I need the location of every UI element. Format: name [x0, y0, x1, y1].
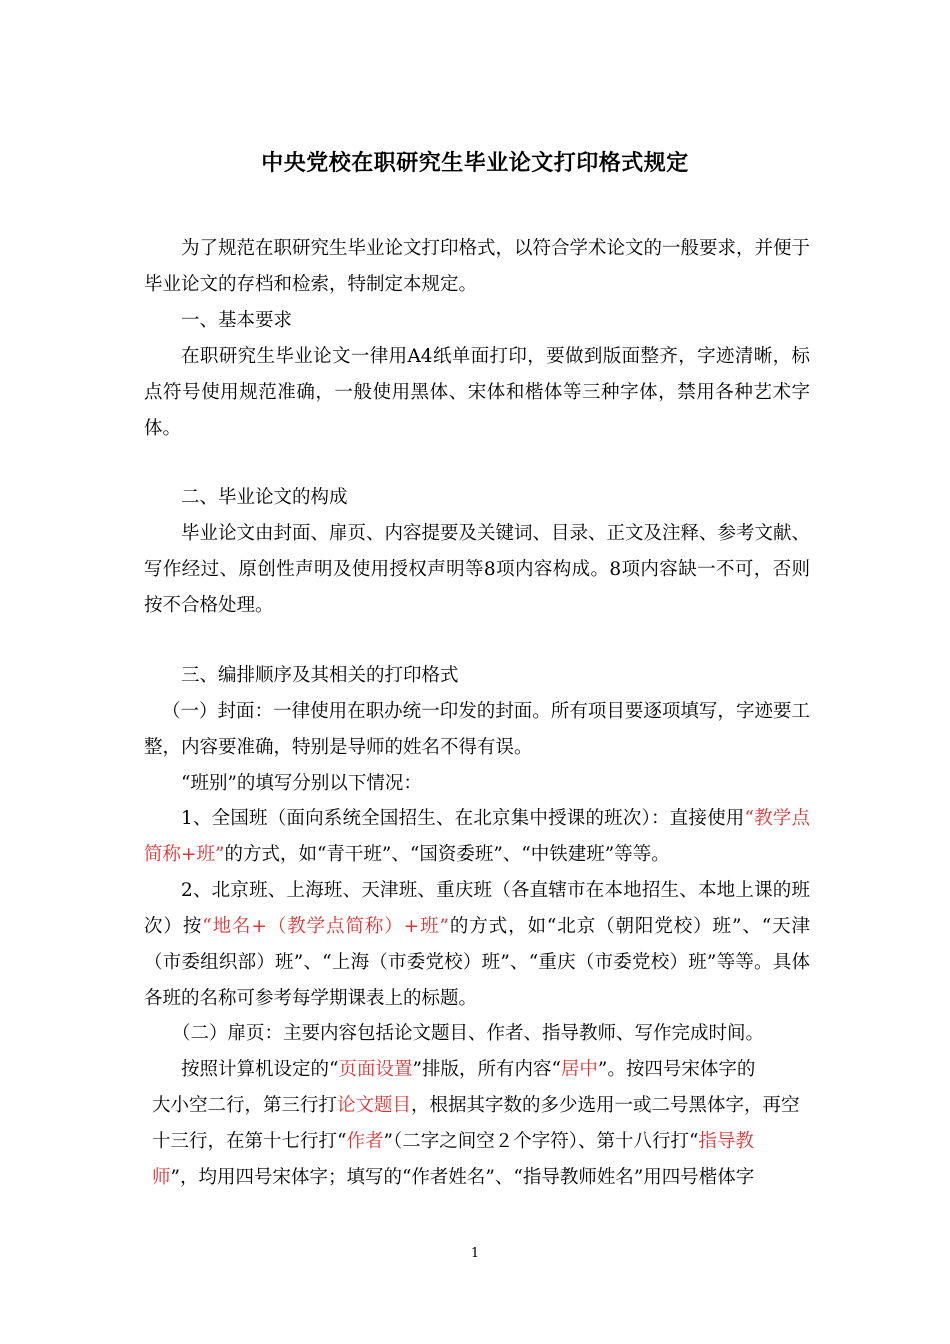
class-item-1 — [144, 801, 810, 873]
layout-text: ”，均用四号宋体字；填写的“作者姓名”、“指导教师姓名”用四号楷体字 — [170, 1167, 755, 1188]
class-item-2-format: “地名+（教学点简称）+班” — [202, 916, 449, 937]
page-number: 1 — [470, 1246, 480, 1261]
layout-text: ”（二字之间空２个字符）、第十八行打“ — [383, 1131, 699, 1152]
class-item-2-text-a: 2、北京班、上海班、天津班、重庆班（各直辖市在本地招生、本地上课的班次）按 — [144, 880, 810, 937]
class-item-2-text-c: 的方式，如“北京（朝阳党校）班”、“天津（市委组织部）班”、“上海（市委党校）班”、“重庆（市委党校）班”等等。具体各班的名称可参考每学期课表上的标题。 — [144, 916, 811, 1009]
section3-heading: 三、编排顺序及其相关的打印格式 — [181, 665, 459, 686]
layout-highlight: 居中 — [560, 1059, 598, 1080]
class-item-2 — [144, 873, 810, 1017]
class-item-1-text-c: 的方式，如“青干班”、“国资委班”、“中铁建班”等等。 — [224, 844, 670, 865]
section2-heading: 二、毕业论文的构成 — [181, 487, 348, 508]
section1-heading: 一、基本要求 — [181, 310, 293, 331]
layout-text: 按照计算机设定的“ — [181, 1059, 339, 1080]
layout-line-2 — [152, 1088, 800, 1124]
layout-highlight: 作者 — [346, 1131, 384, 1152]
section1-body: 在职研究生毕业论文一律用A4纸单面打印，要做到版面整齐，字迹清晰，标点符号使用规范准确，一般使用黑体、宋体和楷体等三种字体，禁用各种艺术字体。 — [144, 346, 810, 439]
layout-text: ，根据其字数的多少选用一或二号黑体字，再空 — [411, 1095, 800, 1116]
layout-text: ”排版，所有内容“ — [412, 1059, 561, 1080]
class-intro: “班别”的填写分别以下情况： — [181, 773, 422, 794]
section2-body: 毕业论文由封面、扉页、内容提要及关键词、目录、正文及注释、参考文献、写作经过、原创性声明及使用授权声明等8项内容构成。8项内容缺一不可，否则按不合格处理。 — [144, 523, 811, 616]
class-item-1-text-a: 1、全国班（面向系统全国招生、在北京集中授课的班次）：直接使用 — [181, 808, 745, 829]
class-item-1-format: “教学点简称+班” — [144, 808, 810, 865]
layout-highlight: 指导教 — [698, 1131, 754, 1152]
layout-highlight: 师 — [152, 1167, 171, 1188]
layout-line-4 — [152, 1160, 754, 1196]
layout-highlight: 论文题目 — [337, 1095, 412, 1116]
flyleaf-paragraph: （二）扉页：主要内容包括论文题目、作者、指导教师、写作完成时间。 — [172, 1023, 765, 1044]
layout-text: 大小空二行，第三行打 — [152, 1095, 338, 1116]
layout-line-1 — [181, 1052, 755, 1088]
layout-line-3 — [152, 1124, 754, 1160]
cover-paragraph: （一）封面：一律使用在职办统一印发的封面。所有项目要逐项填写，字迹要工整，内容要准确，特别是导师的姓名不得有误。 — [144, 701, 810, 758]
layout-text: ”。按四号宋体字的 — [597, 1059, 756, 1080]
intro-paragraph: 为了规范在职研究生毕业论文打印格式，以符合学术论文的一般要求，并便于毕业论文的存档和检索，特制定本规定。 — [144, 238, 811, 295]
document-title: 中央党校在职研究生毕业论文打印格式规定 — [261, 151, 689, 176]
layout-text: 十三行，在第十七行打“ — [152, 1131, 347, 1152]
layout-highlight: 页面设置 — [338, 1059, 413, 1080]
